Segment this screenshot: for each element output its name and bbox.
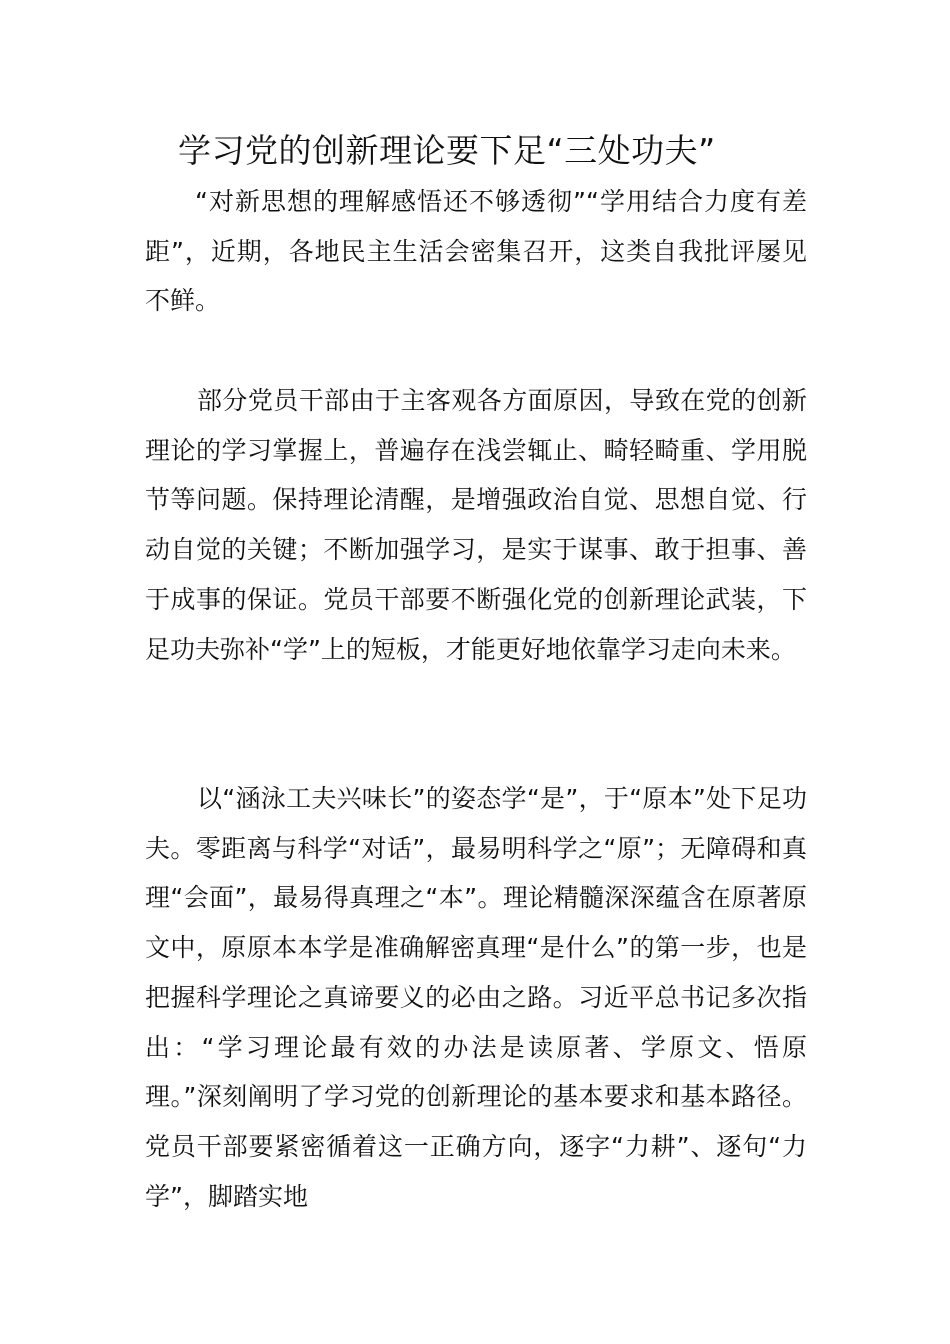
paragraph-original-texts: 以“涵泳工夫兴味长”的姿态学“是”，于“原本”处下足功夫。零距离与科学“对话”，最易明科学之“原”；无障碍和真理“会面”，最易得真理之“本”。理论精髓深深蕴含在原著原文中，原原本本学是准确解密真理“是什么”的第一步，也是把握科学理论之真谛要义的必由之路。习近平总书记多次指出：“学习理论最有效的办法是读原著、学原文、悟原理。”深刻阐明了学习党的创新理论的基本要求和基本路径。党员干部要紧密循着这一正确方向，逐字“力耕”、逐句“力学”，脚踏实地 — [145, 784, 807, 1211]
paragraph-problems: 部分党员干部由于主客观各方面原因，导致在党的创新理论的学习掌握上，普遍存在浅尝辄止、畸轻畸重、学用脱节等问题。保持理论清醒，是增强政治自觉、思想自觉、行动自觉的关键；不断加强学习，是实于谋事、敢于担事、善于成事的保证。党员干部要不断强化党的创新理论武装，下足功夫弥补“学”上的短板，才能更好地依靠学习走向未来。 — [145, 386, 807, 664]
document-title: 学习党的创新理论要下足“三处功夫” — [178, 131, 716, 170]
paragraph-intro: “对新思想的理解感悟还不够透彻”“学用结合力度有差距”，近期，各地民主生活会密集召开，这类自我批评屡见不鲜。 — [145, 187, 807, 316]
